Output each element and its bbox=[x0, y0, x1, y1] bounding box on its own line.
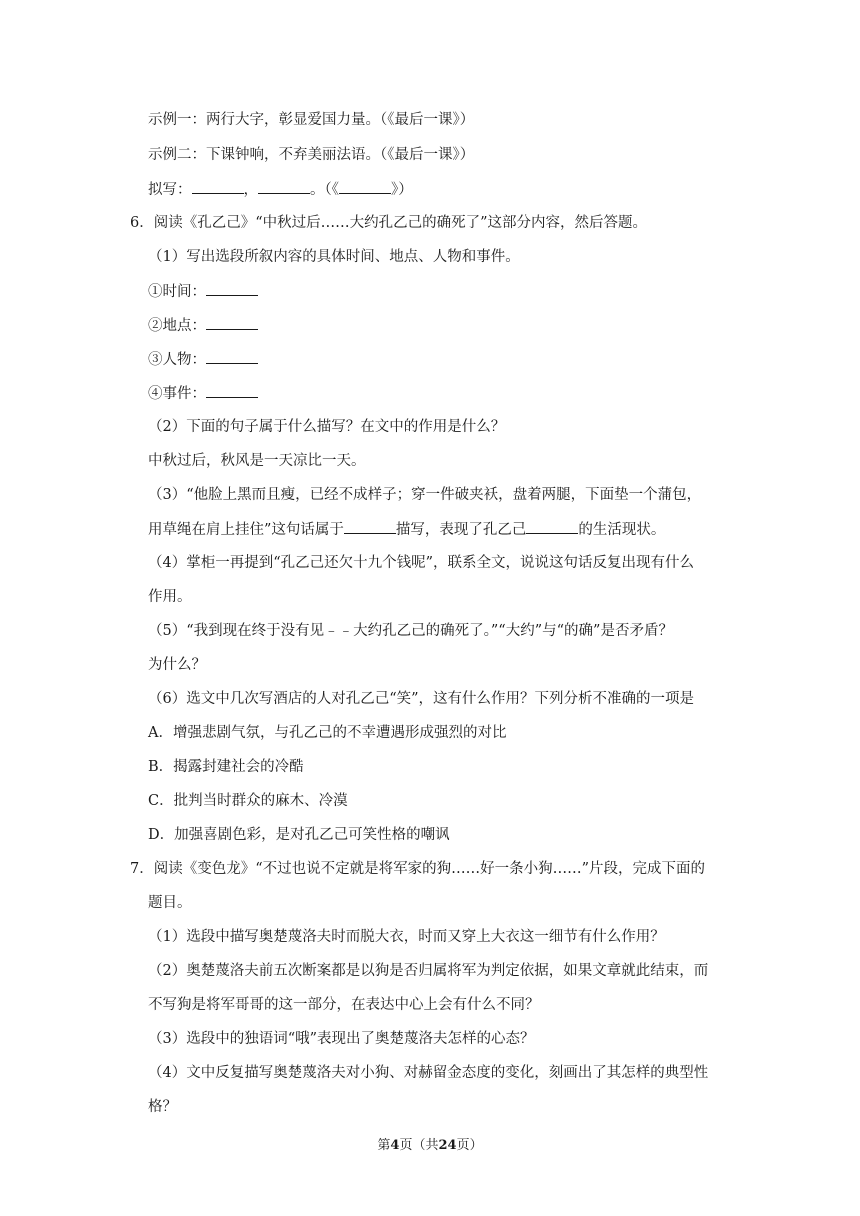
question-6-2: （2）下面的句子属于什么描写？在文中的作用是什么？ bbox=[148, 419, 506, 435]
question-6-1-place: ②地点： bbox=[148, 315, 258, 336]
option-c[interactable]: C．批判当时群众的麻木、冷漠 bbox=[148, 793, 348, 809]
answer-blank[interactable] bbox=[339, 179, 391, 194]
question-6-2-sentence: 中秋过后，秋风是一天凉比一天。 bbox=[148, 453, 366, 469]
option-d[interactable]: D．加强喜剧色彩，是对孔乙己可笑性格的嘲讽 bbox=[148, 827, 450, 843]
question-6-1-event: ④事件： bbox=[148, 383, 258, 404]
page-total: 24 bbox=[438, 1138, 457, 1153]
answer-blank[interactable] bbox=[206, 383, 258, 398]
question-6-1-time: ①时间： bbox=[148, 281, 258, 302]
question-6-6: （6）选文中几次写酒店的人对孔乙己“笑”，这有什么作用？下列分析不准确的一项是 bbox=[148, 691, 695, 707]
question-6-1-person: ③人物： bbox=[148, 349, 258, 370]
question-7-cont: 题目。 bbox=[148, 895, 192, 911]
answer-blank[interactable] bbox=[192, 179, 244, 194]
question-7-2-cont: 不写狗是将军哥哥的这一部分，在表达中心上会有什么不同？ bbox=[148, 997, 540, 1013]
page-footer: 第4页（共24页） bbox=[377, 1138, 483, 1153]
question-6-4-cont: 作用。 bbox=[148, 589, 192, 605]
question-6-5: （5）“我到现在终于没有见﹣﹣大约孔乙己的确死了。”“大约”与“的确”是否矛盾？ bbox=[148, 623, 673, 639]
answer-blank[interactable] bbox=[206, 349, 258, 364]
option-a[interactable]: A．增强悲剧气氛，与孔乙己的不幸遭遇形成强烈的对比 bbox=[148, 725, 507, 741]
question-6-4: （4）掌柜一再提到“孔乙己还欠十九个钱呢”，联系全文，说说这句话反复出现有什么 bbox=[148, 555, 695, 571]
question-6-5-cont: 为什么？ bbox=[148, 657, 206, 673]
answer-blank[interactable] bbox=[344, 519, 396, 534]
example-2: 示例二：下课钟响，不弃美丽法语。（《最后一课》） bbox=[148, 147, 475, 163]
answer-blank[interactable] bbox=[206, 281, 258, 296]
answer-blank[interactable] bbox=[526, 519, 578, 534]
question-7-1: （1）选段中描写奥楚蔑洛夫时而脱大衣，时而又穿上大衣这一细节有什么作用？ bbox=[148, 929, 665, 945]
question-6-3: （3）“他脸上黑而且瘦，已经不成样子；穿一件破夹袄，盘着两腿，下面垫一个蒲包， bbox=[148, 487, 702, 503]
question-7: 7．阅读《变色龙》“不过也说不定就是将军家的狗……好一条小狗……”片段，完成下面的 bbox=[130, 861, 706, 877]
example-1: 示例一：两行大字，彰显爱国力量。（《最后一课》） bbox=[148, 112, 475, 128]
question-6: 6．阅读《孔乙己》“中秋过后……大约孔乙己的确死了”这部分内容，然后答题。 bbox=[130, 215, 648, 231]
answer-blank[interactable] bbox=[258, 179, 310, 194]
answer-blank[interactable] bbox=[206, 315, 258, 330]
question-6-1: （1）写出选段所叙内容的具体时间、地点、人物和事件。 bbox=[148, 249, 520, 265]
question-6-3-cont: 用草绳在肩上挂住”这句话属于 描写，表现了孔乙己 的生活现状。 bbox=[148, 519, 665, 540]
question-7-3: （3）选段中的独语词“哦”表现出了奥楚蔑洛夫怎样的心态？ bbox=[148, 1031, 535, 1047]
page-number: 4 bbox=[390, 1138, 400, 1153]
draft-line: 拟写： ， 。（《 》） bbox=[148, 179, 413, 200]
question-7-2: （2）奥楚蔑洛夫前五次断案都是以狗是否归属将军为判定依据，如果文章就此结束，而 bbox=[148, 963, 709, 979]
question-7-4-cont: 格？ bbox=[148, 1099, 177, 1115]
question-7-4: （4）文中反复描写奥楚蔑洛夫对小狗、对赫留金态度的变化，刻画出了其怎样的典型性 bbox=[148, 1065, 709, 1081]
option-b[interactable]: B．揭露封建社会的冷酷 bbox=[148, 759, 304, 775]
